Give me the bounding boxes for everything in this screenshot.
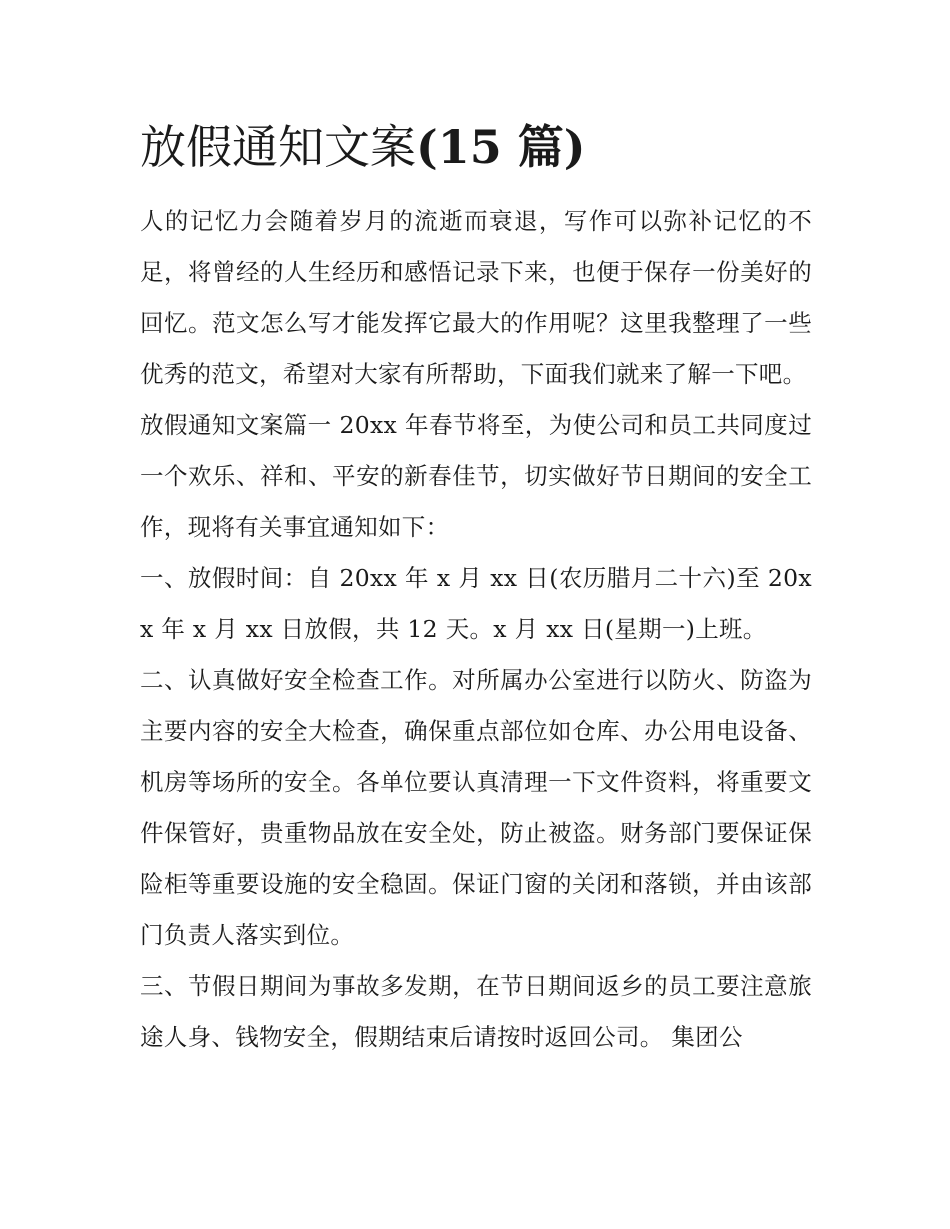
safety-check-paragraph: 二、认真做好安全检查工作。对所属办公室进行以防火、防盗为主要内容的安全大检查，确保重点部位如仓库、办公用电设备、机房等场所的安全。各单位要认真清理一下文件资料，将重要文件保管好，贵重物品放在安全处，防止被盗。财务部门要保证保险柜等重要设施的安全稳固。保证门窗的关闭和落锁，并由该部门负责人落实到位。 <box>140 666 812 949</box>
document-body <box>140 112 812 1063</box>
notice-intro-paragraph: 放假通知文案篇一 20xx 年春节将至，为使公司和员工共同度过一个欢乐、祥和、平安的新春佳节，切实做好节日期间的安全工作，现将有关事宜通知如下： <box>140 411 812 541</box>
holiday-time-paragraph: 一、放假时间：自 20xx 年 x 月 xx 日(农历腊月二十六)至 20xx 年 x 月 xx 日放假，共 12 天。x 月 xx 日(星期一)上班。 <box>140 564 812 643</box>
title-suffix: (15 篇) <box>416 120 586 174</box>
document-title <box>140 112 812 182</box>
travel-safety-paragraph: 三、节假日期间为事故多发期，在节日期间返乡的员工要注意旅途人身、钱物安全，假期结束后请按时返回公司。 集团公 <box>140 972 812 1051</box>
intro-paragraph: 人的记忆力会随着岁月的流逝而衰退，写作可以弥补记忆的不足，将曾经的人生经历和感悟记录下来，也便于保存一份美好的回忆。范文怎么写才能发挥它最大的作用呢？这里我整理了一些优秀的范文，希望对大家有所帮助，下面我们就来了解一下吧。 <box>140 207 812 388</box>
title-main: 放假通知文案 <box>140 120 416 174</box>
